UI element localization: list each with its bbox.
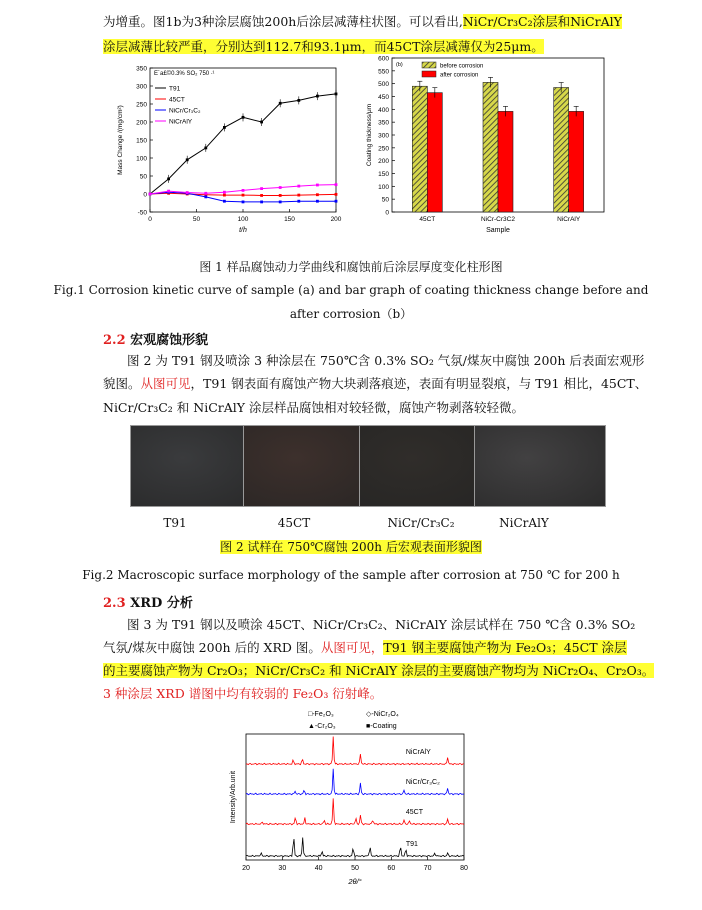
fig1a-point	[242, 189, 245, 192]
fig1a-ytick-label: 0	[143, 191, 147, 199]
fig1-caption-en-2: after corrosion（b）	[289, 307, 413, 321]
fig3-chart	[222, 706, 476, 902]
fig1b-xtick-label: 45CT	[419, 216, 436, 223]
fig1a-header: E´a£©0.3% SO₂ 750 ·¹	[154, 71, 215, 77]
fig1b-ytick-label: 600	[378, 55, 389, 63]
fig1b-bar	[483, 82, 498, 212]
fig3-trace	[246, 737, 464, 765]
fig1b-ytick-label: 400	[378, 106, 389, 114]
fig1b-chart	[362, 55, 612, 241]
photo-45ct	[243, 425, 375, 507]
fig1a-xtick-label: 100	[237, 216, 249, 223]
fig1a-xtick-label: 150	[284, 216, 295, 223]
fig1a-ytick-label: 250	[136, 101, 147, 109]
fig1a-point	[279, 186, 282, 189]
fig3-xtick-label: 20	[242, 865, 250, 872]
fig1b-bar	[498, 111, 513, 212]
fig1b-ytick-label: 150	[378, 171, 389, 178]
sec22-heading: 2.2 宏观腐蚀形貌	[103, 333, 209, 348]
fig1a-ytick-label: 50	[139, 173, 147, 181]
photo-label-45ct: 45CT	[277, 516, 311, 530]
fig1a-point	[335, 193, 338, 196]
fig3-trace	[246, 838, 464, 857]
fig1a-point	[223, 194, 226, 197]
fig1a-point	[316, 184, 319, 187]
fig1a-point	[242, 201, 245, 204]
fig1-caption-cn: 图 1 样品腐蚀动力学曲线和腐蚀前后涂层厚度变化柱形图	[199, 260, 503, 274]
sec23-line4: 3 种涂层 XRD 谱图中均有较弱的 Fe₂O₃ 衍射峰。	[103, 686, 383, 701]
photo-label-nicraly: NiCrAlY	[499, 516, 549, 530]
fig1a-ytick-label: 150	[136, 137, 147, 145]
fig1a-point	[316, 200, 319, 203]
fig1a-ytick-label: 200	[136, 119, 147, 127]
fig1b-svg	[362, 55, 612, 241]
fig1a-point	[242, 194, 245, 197]
fig1a-legend-label: NiCrAlY	[169, 118, 193, 126]
fig3-trace	[246, 798, 464, 824]
fig1a-xtick-label: 200	[330, 216, 342, 223]
para1-line2: 涂层减薄比较严重，分别达到112.7和93.1μm，而45CT涂层减薄仅为25μm。	[103, 39, 544, 54]
photo-nicraly	[474, 425, 606, 507]
sec22-line1: 图 2 为 T91 钢及喷涂 3 种涂层在 750℃含 0.3% SO₂ 气氛/煤灰中腐蚀 200h 后表面宏观形	[127, 353, 645, 368]
fig1a-point	[260, 187, 263, 190]
fig1a-point	[279, 201, 282, 204]
fig1b-ytick-label: 200	[378, 158, 389, 166]
fig1b-ytick-label: 100	[378, 183, 389, 191]
sec23-line1: 图 3 为 T91 钢以及喷涂 45CT、NiCr/Cr₃C₂、NiCrAlY 涂层试样在 750 ℃含 0.3% SO₂	[127, 617, 636, 632]
fig1b-ytick-label: 0	[385, 209, 389, 217]
fig1a-ytick-label: 100	[136, 155, 147, 163]
fig1b-bar	[569, 111, 584, 212]
fig1b-ytick-label: 450	[378, 94, 389, 101]
fig1a-point	[279, 194, 282, 197]
fig1b-xtick-label: NiCrAlY	[557, 216, 581, 223]
fig1a-point	[297, 200, 300, 203]
fig3-trace-label: NiCrAlY	[405, 749, 431, 756]
fig1b-legend-swatch	[422, 71, 436, 77]
fig3-trace-label: T91	[405, 841, 418, 848]
fig1a-chart	[108, 60, 348, 236]
photo-label-nicrcr3c2: NiCr/Cr₃C₂	[387, 516, 455, 530]
fig3-legend-coating: ■-Coating	[366, 723, 397, 730]
fig1a-point	[204, 192, 207, 195]
fig1a-legend-label: NiCr/Cr₃C₂	[169, 107, 201, 115]
fig1a-xlabel: t/h	[239, 227, 247, 234]
fig1b-xtick-label: NiCr-Cr3C2	[481, 216, 515, 223]
fig1b-ylabel: Coating thickness/μm	[366, 103, 373, 167]
fig1a-point	[297, 194, 300, 197]
sec23-heading: 2.3 XRD 分析	[103, 596, 193, 611]
photo-label-t91: T91	[163, 516, 187, 530]
fig1a-point	[204, 195, 207, 198]
sec23-line2: 气氛/煤灰中腐蚀 200h 后的 XRD 图。从图可见，T91 钢主要腐蚀产物为 Fe₂O₃；45CT 涂层	[103, 640, 627, 655]
fig1a-point	[223, 191, 226, 194]
fig1b-bar	[427, 93, 442, 212]
fig1a-ytick-label: -50	[137, 209, 147, 217]
fig1a-point	[167, 190, 170, 193]
fig1a-legend-label: T91	[169, 85, 181, 93]
fig3-xtick-label: 60	[387, 865, 396, 872]
fig1a-point	[149, 193, 152, 196]
fig1b-bar	[412, 86, 427, 212]
sec22-line3: NiCr/Cr₃C₂ 和 NiCrAlY 涂层样品腐蚀相对较轻微，腐蚀产物剥落较轻微。	[103, 400, 524, 415]
fig1b-legend-label: after corrosion	[440, 72, 479, 79]
fig1-caption-en-1: Fig.1 Corrosion kinetic curve of sample (a) and bar graph of coating thickness change before and	[53, 283, 649, 297]
fig1a-point	[297, 185, 300, 188]
fig3-xtick-label: 50	[351, 865, 359, 872]
fig1a-svg	[108, 60, 348, 236]
para1-line1: 为增重。图1b为3种涂层腐蚀200h后涂层减薄柱状图。可以看出,NiCr/Cr₃C₂涂层和NiCrAlY	[103, 14, 622, 29]
fig1b-ytick-label: 350	[378, 119, 389, 127]
fig3-xtick-label: 70	[423, 865, 432, 872]
fig3-xlabel: 2θ/°	[348, 877, 362, 886]
fig1a-legend-label: 45CT	[169, 96, 185, 104]
fig1a-ylabel: Mass Change /(mg/cm²)	[117, 105, 124, 175]
fig3-legend-cr2o3: ▲-Cr₂O₃	[308, 723, 336, 730]
fig1a-point	[316, 193, 319, 196]
fig1b-bar	[554, 88, 569, 212]
fig1a-ytick-label: 350	[136, 65, 147, 73]
fig1a-point	[186, 191, 189, 194]
fig3-legend-fe2o3: □-Fe₂O₃	[308, 711, 334, 718]
fig3-ylabel: Intensity/Arb.unit	[230, 770, 237, 824]
fig1b-ytick-label: 300	[378, 132, 389, 140]
fig3-svg	[222, 706, 476, 902]
fig1b-legend-label: before corrosion	[440, 63, 484, 70]
fig1a-point	[223, 200, 226, 203]
fig1b-ytick-label: 250	[378, 145, 389, 153]
fig2-caption-cn: 图 2 试样在 750℃腐蚀 200h 后宏观表面形貌图	[220, 540, 482, 554]
fig1b-tag: (b)	[396, 62, 403, 68]
photo-nicrcr3c2	[359, 425, 491, 507]
fig1b-legend-swatch	[422, 62, 436, 68]
fig3-xtick-label: 30	[278, 865, 287, 872]
fig1a-xtick-label: 0	[148, 216, 152, 223]
fig1b-ytick-label: 550	[378, 68, 389, 76]
fig1a-point	[260, 201, 263, 204]
fig1a-point	[260, 194, 263, 197]
fig1b-ytick-label: 50	[381, 196, 389, 204]
sec23-line3: 的主要腐蚀产物为 Cr₂O₃；NiCr/Cr₃C₂ 和 NiCrAlY 涂层的主要腐蚀产物均为 NiCr₂O₄、Cr₂O₃。	[103, 663, 655, 678]
fig3-trace-label: 45CT	[405, 809, 423, 816]
sec22-line2: 貌图。从图可见，T91 钢表面有腐蚀产物大块剥落痕迹，表面有明显裂痕，与 T91 相比，45CT、	[103, 376, 648, 391]
fig3-xtick-label: 80	[460, 865, 468, 872]
fig1a-xtick-label: 50	[192, 216, 201, 223]
fig2-caption-en: Fig.2 Macroscopic surface morphology of the sample after corrosion at 750 ℃ for 200 h	[82, 568, 620, 582]
fig1a-point	[335, 200, 338, 203]
fig3-legend-nicr2o4: ◇-NiCr₂O₄	[366, 711, 399, 718]
fig3-xtick-label: 40	[314, 865, 323, 872]
fig1b-ytick-label: 500	[378, 81, 389, 89]
fig3-trace-label: NiCr/Cr₃C₂	[405, 779, 440, 786]
fig1a-point	[335, 183, 338, 186]
fig3-frame	[246, 734, 464, 860]
fig1b-xlabel: Sample	[486, 227, 510, 234]
fig1a-ytick-label: 300	[136, 83, 147, 91]
